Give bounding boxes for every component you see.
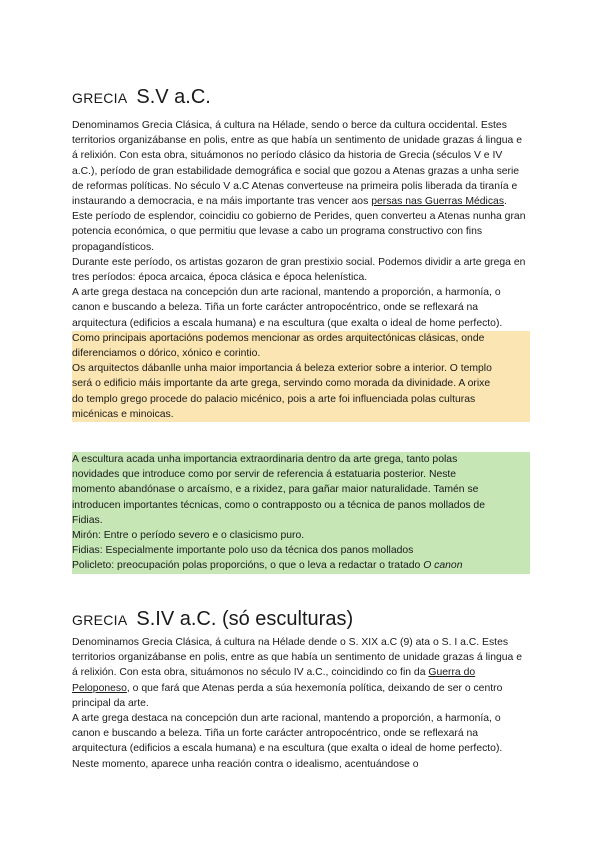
paragraph-intro: Denominamos Grecia Clásica, á cultura na Hélade dende o S. XIX a.C (9) ata o S. I a.C. Estes territorios organizábanse en polis, entre as que había un sentimento de unidade grazas á lingua e á relixión. Con esta obra, situámonos no século IV a.C., coincidindo co fin da Guerra do Peloponeso, o que fará que Atenas perda a súa hexemonía política, deixando de ser o centro principal da arte.	[72, 637, 522, 709]
link-guerra-peloponeso[interactable]: Guerra do Peloponeso	[72, 667, 476, 694]
highlighted-line: diferenciamos o dórico, xónico e corintio.	[72, 346, 530, 361]
highlighted-line: introducen importantes técnicas, como o contrapposto ou a técnica de panos mollados de	[72, 498, 530, 513]
highlighted-line-policleto: Policleto: preocupación polas proporcións, o que o leva a redactar o tratado O canon	[72, 558, 530, 573]
book-title-o-canon: O canon	[423, 560, 463, 572]
section-body-sv	[72, 118, 530, 574]
highlighted-line: micénicas e minoicas.	[72, 407, 530, 422]
highlighted-line: momento abandónase o arcaísmo, e a rixidez, para gañar maior naturalidade. Tamén se	[72, 482, 530, 497]
title-period: S.IV a.C. (só esculturas)	[136, 608, 354, 630]
title-word-grecia: GRECIA	[72, 90, 128, 106]
highlighted-line: A escultura acada unha importancia extraordinaria dentro da arte grega, tanto polas	[72, 452, 530, 467]
paragraph-art-concept: A arte grega destaca na concepción dun arte racional, mantendo a proporción, a harmonía, o canon e buscando a beleza. Tiña un forte carácter antropocéntrico, onde se reflexará na arquitectura (edificios a escala humana) e na escultura (que exalta o ideal de home perfecto). Neste momento, aparece unha reación contra o idealismo, acentuándose o	[72, 713, 503, 770]
section-title-siv	[72, 598, 353, 630]
highlighted-line: do templo grego procede do palacio micénico, pois a arte foi influenciada polas culturas	[72, 392, 530, 407]
highlighted-line: Fidias: Especialmente importante polo uso da técnica dos panos mollados	[72, 543, 530, 558]
paragraph-periods: Durante este período, os artistas gozaron de gran prestixio social. Podemos dividir a arte grega en tres períodos: época arcaica, época clásica e época helenística.	[72, 256, 526, 284]
paragraph-art-concept: A arte grega destaca na concepción dun arte racional, mantendo a proporción, a harmonía, o canon e buscando a beleza. Tiña un forte carácter antropocéntrico, onde se reflexará na arquitectura (edificios a escala humana) e na escultura (que exalta o ideal de home perfecto).	[72, 287, 503, 329]
highlighted-line: Como principais aportacións podemos mencionar as ordes arquitectónicas clásicas, onde	[72, 331, 530, 346]
highlighted-line: Mirón: Entre o período severo e o clasicismo puro.	[72, 528, 530, 543]
section-body-siv	[72, 635, 530, 772]
highlight-sculpture	[72, 452, 530, 574]
highlighted-line: será o edificio máis importante da arte grega, servindo como morada da divinidade. A orixe	[72, 376, 530, 391]
link-persas-guerras-medicas[interactable]: persas nas Guerras Médicas	[371, 196, 505, 208]
paragraph-intro: Denominamos Grecia Clásica, á cultura na Hélade, sendo o berce da cultura occidental. Estes territorios organizábanse en polis, entre as que había un sentimento de unidade grazas á lingua e á relixión. Con esta obra, situámonos no período clásico da historia de Grecia (séculos V e IV a.C.), período de gran estabilidade demográfica e social que gozou a Atenas grazas a unha serie de reformas políticas. No século V a.C Atenas converteuse na primeira polis liberada da tiranía e instaurando a democracia, e na máis importante tras vencer aos persas nas Guerras Médicas. Este período de esplendor, coincidiu co gobierno de Perides, quen converteu a Atenas nunha gran potencia económica, o que permitiu que levase a cabo un programa constructivo con fins propagandísticos.	[72, 120, 526, 253]
section-title-sv	[72, 76, 211, 108]
highlight-architecture	[72, 331, 530, 422]
highlighted-line: novidades que introduce como por servir de referencia á estatuaria posterior. Neste	[72, 467, 530, 482]
highlighted-line: Os arquitectos dábanlle unha maior importancia á beleza exterior sobre a interior. O templo	[72, 361, 530, 376]
spacer	[72, 422, 530, 452]
highlighted-line: Fidias.	[72, 513, 530, 528]
title-word-grecia: GRECIA	[72, 612, 128, 628]
title-period: S.V a.C.	[136, 86, 211, 108]
